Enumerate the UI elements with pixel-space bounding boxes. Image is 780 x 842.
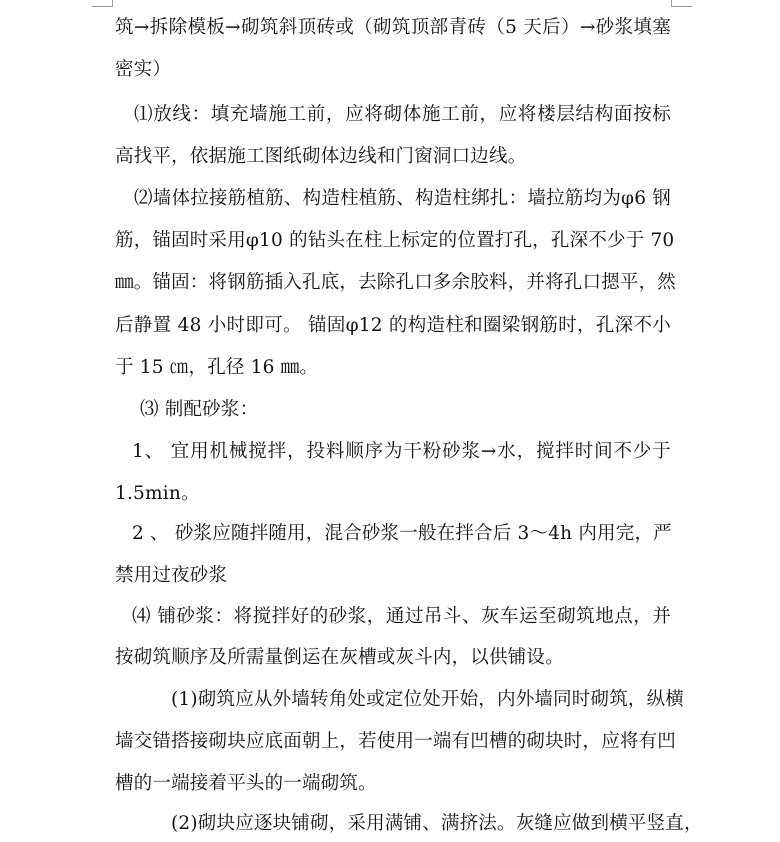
text-line: 按砌筑顺序及所需量倒运在灰槽或灰斗内，以供铺设。 [115, 647, 564, 668]
crop-mark-top-right-horizontal [672, 6, 692, 7]
text-line: ㎜。锚固：将钢筋插入孔底，去除孔口多余胶料，并将孔口摁平，然 [115, 272, 677, 293]
text-line: 密实） [115, 59, 172, 80]
text-line: (2)砌块应逐块铺砌，采用满铺、满挤法。灰缝应做到横平竖直， [171, 813, 703, 834]
text-line: 于 15 ㎝，孔径 16 ㎜。 [115, 357, 319, 378]
crop-mark-top-right-vertical [671, 0, 672, 7]
text-line: 高找平，依据施工图纸砌体边线和门窗洞口边线。 [115, 146, 527, 167]
text-line: 2 、 砂浆应随拌随用，混合砂浆一般在拌合后 3～4h 内用完，严 [132, 523, 672, 544]
crop-mark-top-left-horizontal [92, 6, 112, 7]
text-line: ⑵墙体拉接筋植筋、构造柱植筋、构造柱绑扎：墙拉筋均为φ6 钢 [134, 188, 671, 209]
text-line: ⑴放线：填充墙施工前，应将砌体施工前，应将楼层结构面按标 [134, 104, 671, 125]
text-line: 筋，锚固时采用φ10 的钻头在柱上标定的位置打孔，孔深不少于 70 [115, 230, 675, 251]
text-line: (1)砌筑应从外墙转角处或定位处开始，内外墙同时砌筑，纵横 [171, 689, 685, 710]
text-line: 1.5min。 [115, 483, 200, 504]
text-line: ⑶ 制配砂浆： [140, 399, 259, 420]
text-line: 后静置 48 小时即可。 锚固φ12 的构造柱和圈梁钢筋时，孔深不小 [115, 315, 671, 336]
text-line: 禁用过夜砂浆 [115, 565, 228, 586]
text-line: 筑→拆除模板→砌筑斜顶砖或（砌筑顶部青砖（5 天后）→砂浆填塞 [115, 17, 671, 38]
text-line: 墙交错搭接砌块应底面朝上，若使用一端有凹槽的砌块时，应将有凹 [115, 731, 677, 752]
crop-mark-top-left-vertical [112, 0, 113, 7]
text-line: 1、 宜用机械搅拌，投料顺序为干粉砂浆→水，搅拌时间不少于 [132, 441, 671, 462]
text-line: ⑷ 铺砂浆：将搅拌好的砂浆，通过吊斗、灰车运至砌筑地点，并 [132, 606, 671, 627]
text-line: 槽的一端接着平头的一端砌筑。 [115, 773, 377, 794]
